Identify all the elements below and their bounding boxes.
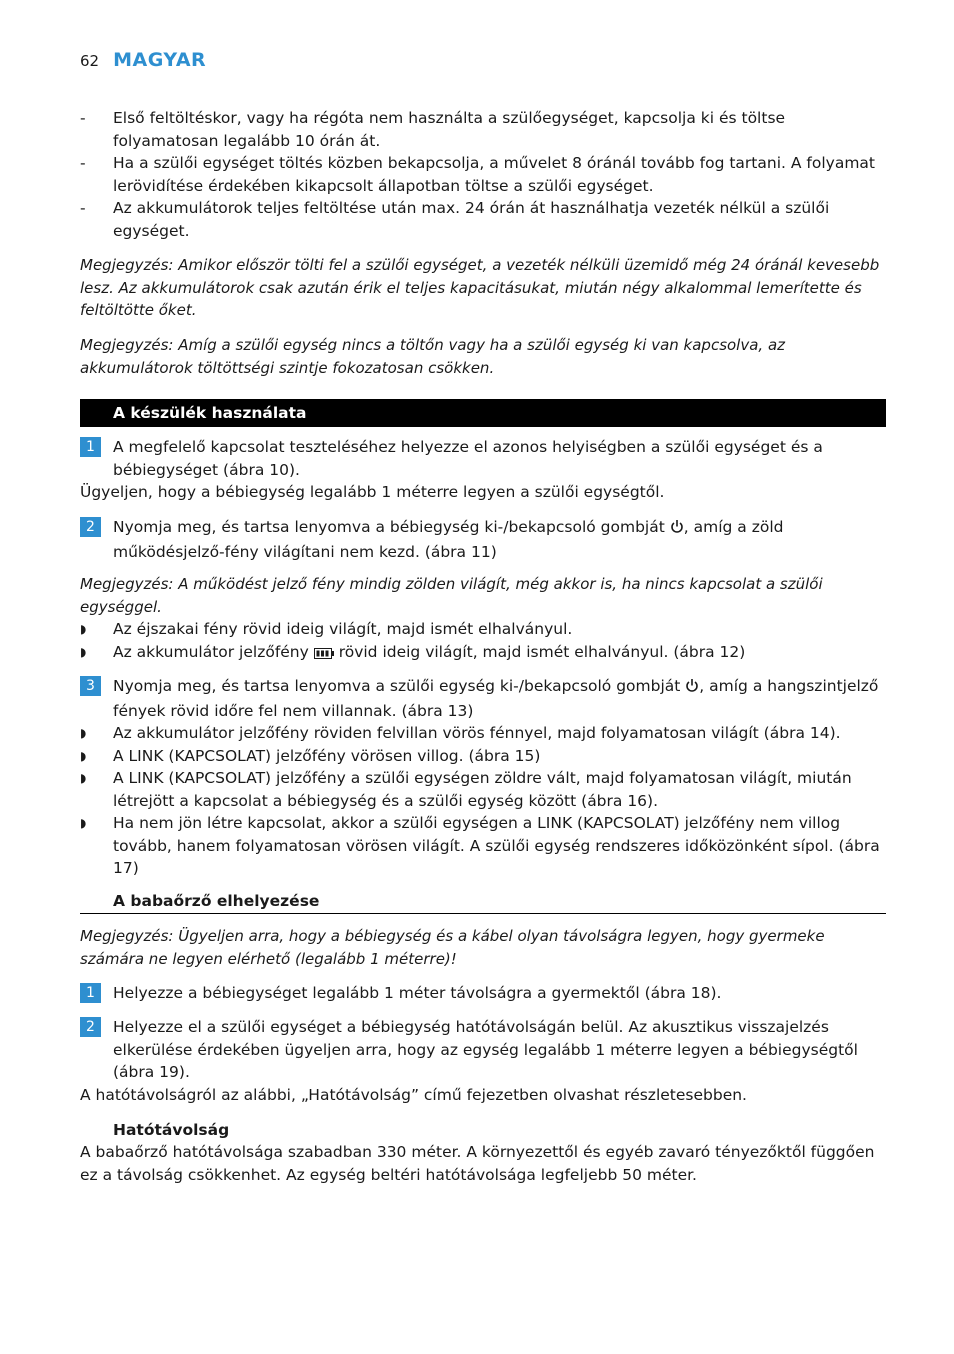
note-power-light: Megjegyzés: A működést jelző fény mindig zölden világít, még akkor is, ha nincs kapcsolat a szülői egységgel.: [80, 575, 823, 616]
dash-marker: -: [80, 109, 86, 127]
step-number: 1: [80, 437, 101, 457]
list-item-text: Ha a szülői egységet töltés közben bekapcsolja, a művelet 8 óránál tovább fog tartani. A folyamat lerövidítése érdekében kikapcsolt állapotban töltse a szülői egységet.: [113, 154, 875, 195]
dash-marker: -: [80, 154, 86, 172]
list-item-text: Ha nem jön létre kapcsolat, akkor a szülői egységen a LINK (KAPCSOLAT) jelzőfény nem villog tovább, hanem folyamatosan vörösen világít. A szülői egység rendszeres időközönként sípol. (ábra 17): [113, 814, 880, 877]
list-item-text: Az akkumulátorok teljes feltöltése után max. 24 órán át használhatja vezeték nélkül a szülői egységet.: [113, 199, 830, 240]
list-item: [80, 641, 886, 666]
usage-step-1: [80, 436, 886, 504]
step-number: 1: [80, 983, 101, 1003]
list-item: [80, 152, 886, 197]
range-text: A babaőrző hatótávolsága szabadban 330 méter. A környezettől és egyéb zavaró tényezőktől függően ez a távolság csökkenhet. Az egység beltéri hatótávolsága legfeljebb 50 méter.: [80, 1143, 875, 1184]
usage-step-2: [80, 516, 886, 563]
usage-bullets-a: [80, 618, 886, 665]
step-number: 2: [80, 1017, 101, 1037]
step-text: Nyomja meg, és tartsa lenyomva a szülői egység ki-/bekapcsoló gombját: [113, 677, 681, 695]
list-item: [80, 107, 886, 152]
power-icon: [670, 518, 684, 541]
dash-marker: -: [80, 199, 86, 217]
list-item: [80, 767, 886, 812]
section-title-usage: A készülék használata: [80, 399, 886, 427]
list-item: [80, 722, 886, 745]
list-item-text: A LINK (KAPCSOLAT) jelzőfény vörösen villog. (ábra 15): [113, 746, 541, 765]
page-number: 62: [80, 52, 100, 70]
bullet-icon: ◗: [80, 622, 87, 636]
step-text: Nyomja meg, és tartsa lenyomva a bébiegység ki-/bekapcsoló gombját: [113, 518, 665, 536]
bullet-icon: ◗: [80, 644, 87, 659]
step-text-continued: , amíg a zöld működésjelző-fény világítani nem kezd. (ábra 11): [113, 518, 784, 561]
note-cable-distance: Megjegyzés: Ügyeljen arra, hogy a bébiegység és a kábel olyan távolságra legyen, hogy gyermeke számára ne legyen elérhető (legalább 1 méterre)!: [80, 927, 825, 968]
bullet-icon: ◗: [80, 726, 87, 740]
note-battery-level: Megjegyzés: Amíg a szülői egység nincs a töltőn vagy ha a szülői egység ki van kapcsolva, az akkumulátorok töltöttségi szintje fokozatosan csökken.: [80, 336, 786, 377]
list-item: [80, 745, 886, 768]
list-item: [80, 197, 886, 242]
step-number: 2: [80, 517, 101, 537]
list-item-text: Az éjszakai fény rövid ideig világít, majd ismét elhalványul.: [113, 620, 573, 638]
page-header: [80, 49, 206, 73]
section-title-range: Hatótávolság: [113, 1121, 230, 1139]
step-text: Helyezze a bébiegységet legalább 1 méter távolságra a gyermektől (ábra 18).: [113, 984, 722, 1002]
list-item-text: Az akkumulátor jelzőfény: [113, 642, 309, 661]
list-item-text-continued: rövid ideig világít, majd ismét elhalványul. (ábra 12): [338, 642, 746, 661]
language-title: MAGYAR: [113, 49, 207, 71]
list-item: [80, 812, 886, 880]
step-note: A hatótávolságról az alábbi, „Hatótávolság” című fejezetben olvashat részletesebben.: [80, 1085, 747, 1104]
list-item-text: Első feltöltéskor, vagy ha régóta nem használta a szülőegységet, kapcsolja ki és töltse folyamatosan legalább 10 órán át.: [113, 109, 786, 150]
bullet-icon: ◗: [80, 748, 87, 763]
list-item-text: Az akkumulátor jelzőfény röviden felvillan vörös fénnyel, majd folyamatosan világít (ábra 14).: [113, 724, 841, 742]
placement-step-1: [80, 982, 886, 1005]
list-item: [80, 618, 886, 641]
step-text: A megfelelő kapcsolat teszteléséhez helyezze el azonos helyiségben a szülői egységet és a bébiegységet (ábra 10).: [113, 438, 823, 479]
battery-icon: [314, 643, 334, 666]
step-note: Ügyeljen, hogy a bébiegység legalább 1 méterre legyen a szülői egységtől.: [80, 483, 665, 501]
step-text-continued: , amíg a hangszintjelző fények rövid időre fel nem villannak. (ábra 13): [113, 677, 879, 720]
intro-list: [80, 107, 886, 242]
bullet-icon: ◗: [80, 771, 87, 785]
section-title-placement: A babaőrző elhelyezése: [80, 890, 886, 914]
power-icon: [685, 677, 699, 700]
bullet-icon: ◗: [80, 816, 87, 830]
note-first-charge: Megjegyzés: Amikor először tölti fel a szülői egységet, a vezeték nélküli üzemidő még 24 óránál kevesebb lesz. Az akkumulátorok csak azután érik el teljes kapacitásukat, miután négy alkalommal lemerítette és feltöltötte őket.: [80, 256, 880, 319]
list-item-text: A LINK (KAPCSOLAT) jelzőfény a szülői egységen zöldre vált, majd folyamatosan világít, miután létrejött a kapcsolat a bébiegység és a szülői egység között (ábra 16).: [113, 769, 852, 810]
step-number: 3: [80, 676, 101, 696]
usage-step-3: [80, 675, 886, 880]
placement-step-2: [80, 1016, 886, 1106]
step-text: Helyezze el a szülői egységet a bébiegység hatótávolságán belül. Az akusztikus visszajelzés elkerülése érdekében ügyeljen arra, hogy az egység legalább 1 méterre legyen a bébiegységtől (ábra 19).: [113, 1018, 858, 1081]
